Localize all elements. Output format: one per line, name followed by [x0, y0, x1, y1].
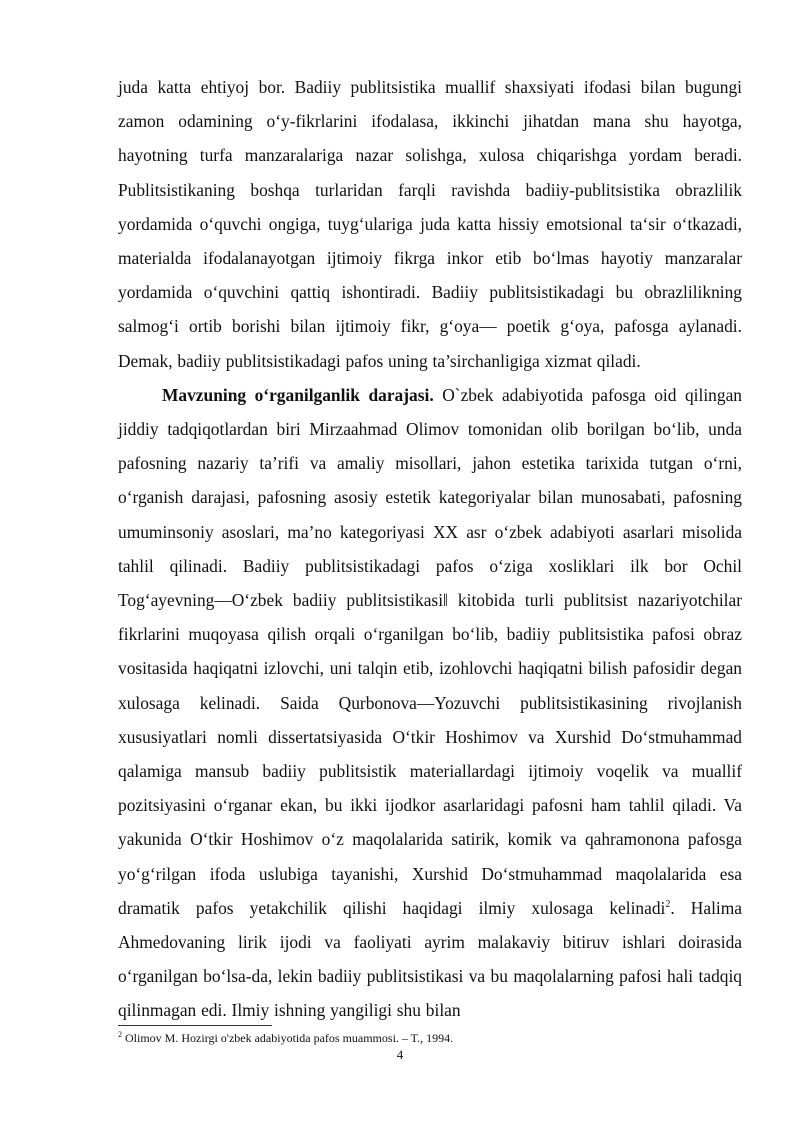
paragraph-2	[118, 378, 742, 1028]
footnote-text: Olimov M. Hozirgi o'zbek adabiyotida pafos muammosi. – T., 1994.	[122, 1031, 454, 1045]
paragraph-2-text-continued: . Halima Ahmedovaning lirik ijodi va faoliyati ayrim malakaviy bitiruv ishlari doirasida o‘rganilgan bo‘lsa-da, lekin badiiy publitsistikasi va bu maqolalarning pafosi hali tadqiq qilinmagan edi. Ilmiy ishning yangiligi shu bilan	[118, 897, 742, 1021]
footnote-reference[interactable]: 2	[665, 899, 671, 911]
footnote-marker: 2	[118, 1030, 122, 1039]
footnote	[118, 1030, 742, 1046]
paragraph-1: juda katta ehtiyoj bor. Badiiy publitsistika muallif shaxsiyati ifodasi bilan bugungi zamon odamining o‘y-fikrlarini ifodalasa, ikkinchi jihatdan mana shu hayotga, hayotning turfa manzaralariga nazar solishga, xulosa chiqarishga yordam beradi. Publitsistikaning boshqa turlaridan farqli ravishda badiiy-publitsistika obrazlilik yordamida o‘quvchi ongiga, tuyg‘ulariga juda katta hissiy emotsional ta‘sir o‘tkazadi, materialda ifodalanayotgan ijtimoiy fikrga inkor etib bo‘lmas hayotiy manzaralar yordamida o‘quvchini qattiq ishontiradi. Badiiy publitsistikadagi bu obrazlilikning salmog‘i ortib borishi bilan ijtimoiy fikr, g‘oya— poetik g‘oya, pafosga aylanadi. Demak, badiiy publitsistikadagi pafos uning ta’sirchanligiga xizmat qiladi.	[118, 77, 742, 371]
section-heading: Mavzuning o‘rganilganlik darajasi.	[162, 384, 434, 405]
page-number: 4	[396, 1047, 404, 1062]
footnote-divider	[118, 1025, 272, 1026]
paragraph-2-text: O`zbek adabiyotida pafosga oid qilingan jiddiy tadqiqotlardan biri Mirzaahmad Olimov tomonidan olib borilgan bo‘lib, unda pafosning nazariy ta’rifi va amaliy misollari, jahon estetika tarixida tutgan o‘rni, o‘rganish darajasi, pafosning asosiy estetik kategoriyalar bilan munosabati, pafosning umuminsoniy asoslari, ma’no kategoriyasi XX asr o‘zbek adabiyoti asarlari misolida tahlil qilinadi. Badiiy publitsistikadagi pafos o‘ziga xosliklari ilk bor Ochil Tog‘ayevning—O‘zbek badiiy publitsistikasi‖ kitobida turli publitsist nazariyotchilar fikrlarini muqoyasa qilish orqali o‘rganilgan bo‘lib, badiiy publitsistika pafosi obraz vositasida haqiqatni izlovchi, uni talqin etib, izohlovchi haqiqatni bilish pafosidir degan xulosaga kelinadi. Saida Qurbonova—Yozuvchi publitsistikasining rivojlanish xususiyatlari nomli dissertatsiyasida O‘tkir Hoshimov va Xurshid Do‘stmuhammad qalamiga mansub badiiy publitsistik materiallardagi ijtimoiy voqelik va muallif pozitsiyasini o‘rganar ekan, bu ikki ijodkor asarlaridagi pafosni ham tahlil qiladi. Va yakunida O‘tkir Hoshimov o‘z maqolalarida satirik, komik va qahramonona pafosga yo‘g‘rilgan ifoda uslubiga tayanishi, Xurshid Do‘stmuhammad maqolalarida esa dramatik pafos yetakchilik qilishi haqidagi ilmiy xulosaga kelinadi	[118, 384, 742, 918]
body-text	[118, 70, 742, 1028]
